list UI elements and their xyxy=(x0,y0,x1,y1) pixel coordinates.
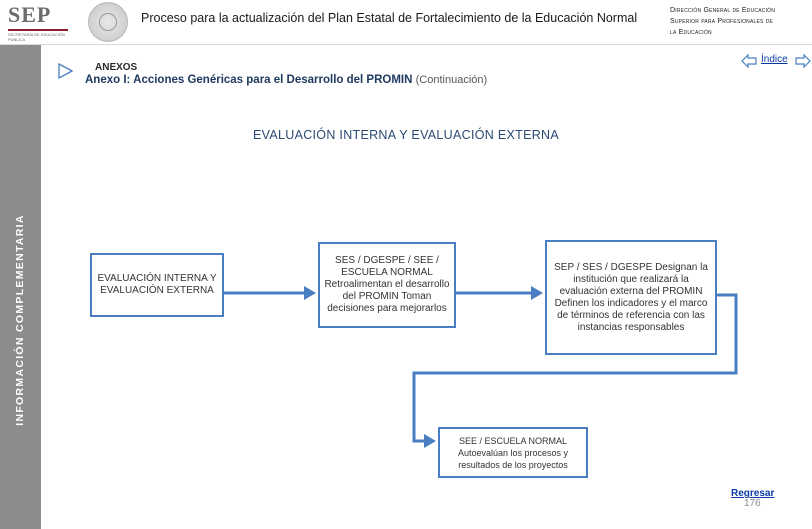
arrowhead-2 xyxy=(304,286,316,300)
subtitle-main: Anexo I: Acciones Genéricas para el Desarrollo del PROMIN xyxy=(85,74,413,86)
section-label: ANEXOS xyxy=(95,62,138,73)
retroalimentan-box: SES / DGESPE / SEE / ESCUELA NORMAL Retroalimentan el desarrollo del PROMIN Toman decisiones para mejorarlos xyxy=(318,242,456,328)
direccion-line-1: Dirección General de Educación xyxy=(670,7,776,14)
triangle-bullet-icon xyxy=(57,63,73,79)
page-subtitle xyxy=(85,74,487,86)
arrow-left-icon[interactable] xyxy=(741,54,757,68)
sep-logo-text: SEP xyxy=(8,2,52,27)
designan-box: SEP / SES / DGESPE Designan la institución que realizará la evaluación externa del PROMIN Definen los indicadores y el marco de términos de referencia con las instancias responsables xyxy=(545,240,717,355)
direccion-line-3: la Educación xyxy=(670,29,712,36)
national-seal-icon xyxy=(88,2,128,42)
direccion-line-2: Superior para Profesionales de xyxy=(670,18,774,25)
sep-logo xyxy=(6,2,70,42)
header xyxy=(0,0,812,45)
arrowhead-4 xyxy=(424,434,436,448)
subtitle-suffix: (Continuación) xyxy=(415,74,488,86)
direccion-label xyxy=(670,5,810,38)
arrow-right-icon[interactable] xyxy=(795,54,811,68)
indice-link[interactable]: Índice xyxy=(761,54,788,65)
sidebar-label: INFORMACIÓN COMPLEMENTARIA xyxy=(14,214,26,426)
arrowhead-3 xyxy=(531,286,543,300)
sep-logo-line xyxy=(8,29,68,31)
sep-logo-subtext: SECRETARÍA DE EDUCACIÓN PÚBLICA xyxy=(8,32,65,42)
diagram-title: EVALUACIÓN INTERNA Y EVALUACIÓN EXTERNA xyxy=(253,128,559,142)
evaluation-box: EVALUACIÓN INTERNA Y EVALUACIÓN EXTERNA xyxy=(90,253,224,317)
page-number: 176 xyxy=(744,498,761,509)
sidebar xyxy=(0,45,41,529)
regresar-link[interactable]: Regresar xyxy=(731,488,775,499)
autoevaluan-box: SEE / ESCUELA NORMAL Autoevalúan los procesos y resultados de los proyectos xyxy=(438,427,588,478)
header-title: Proceso para la actualización del Plan Estatal de Fortalecimiento de la Educación Normal xyxy=(141,11,638,25)
